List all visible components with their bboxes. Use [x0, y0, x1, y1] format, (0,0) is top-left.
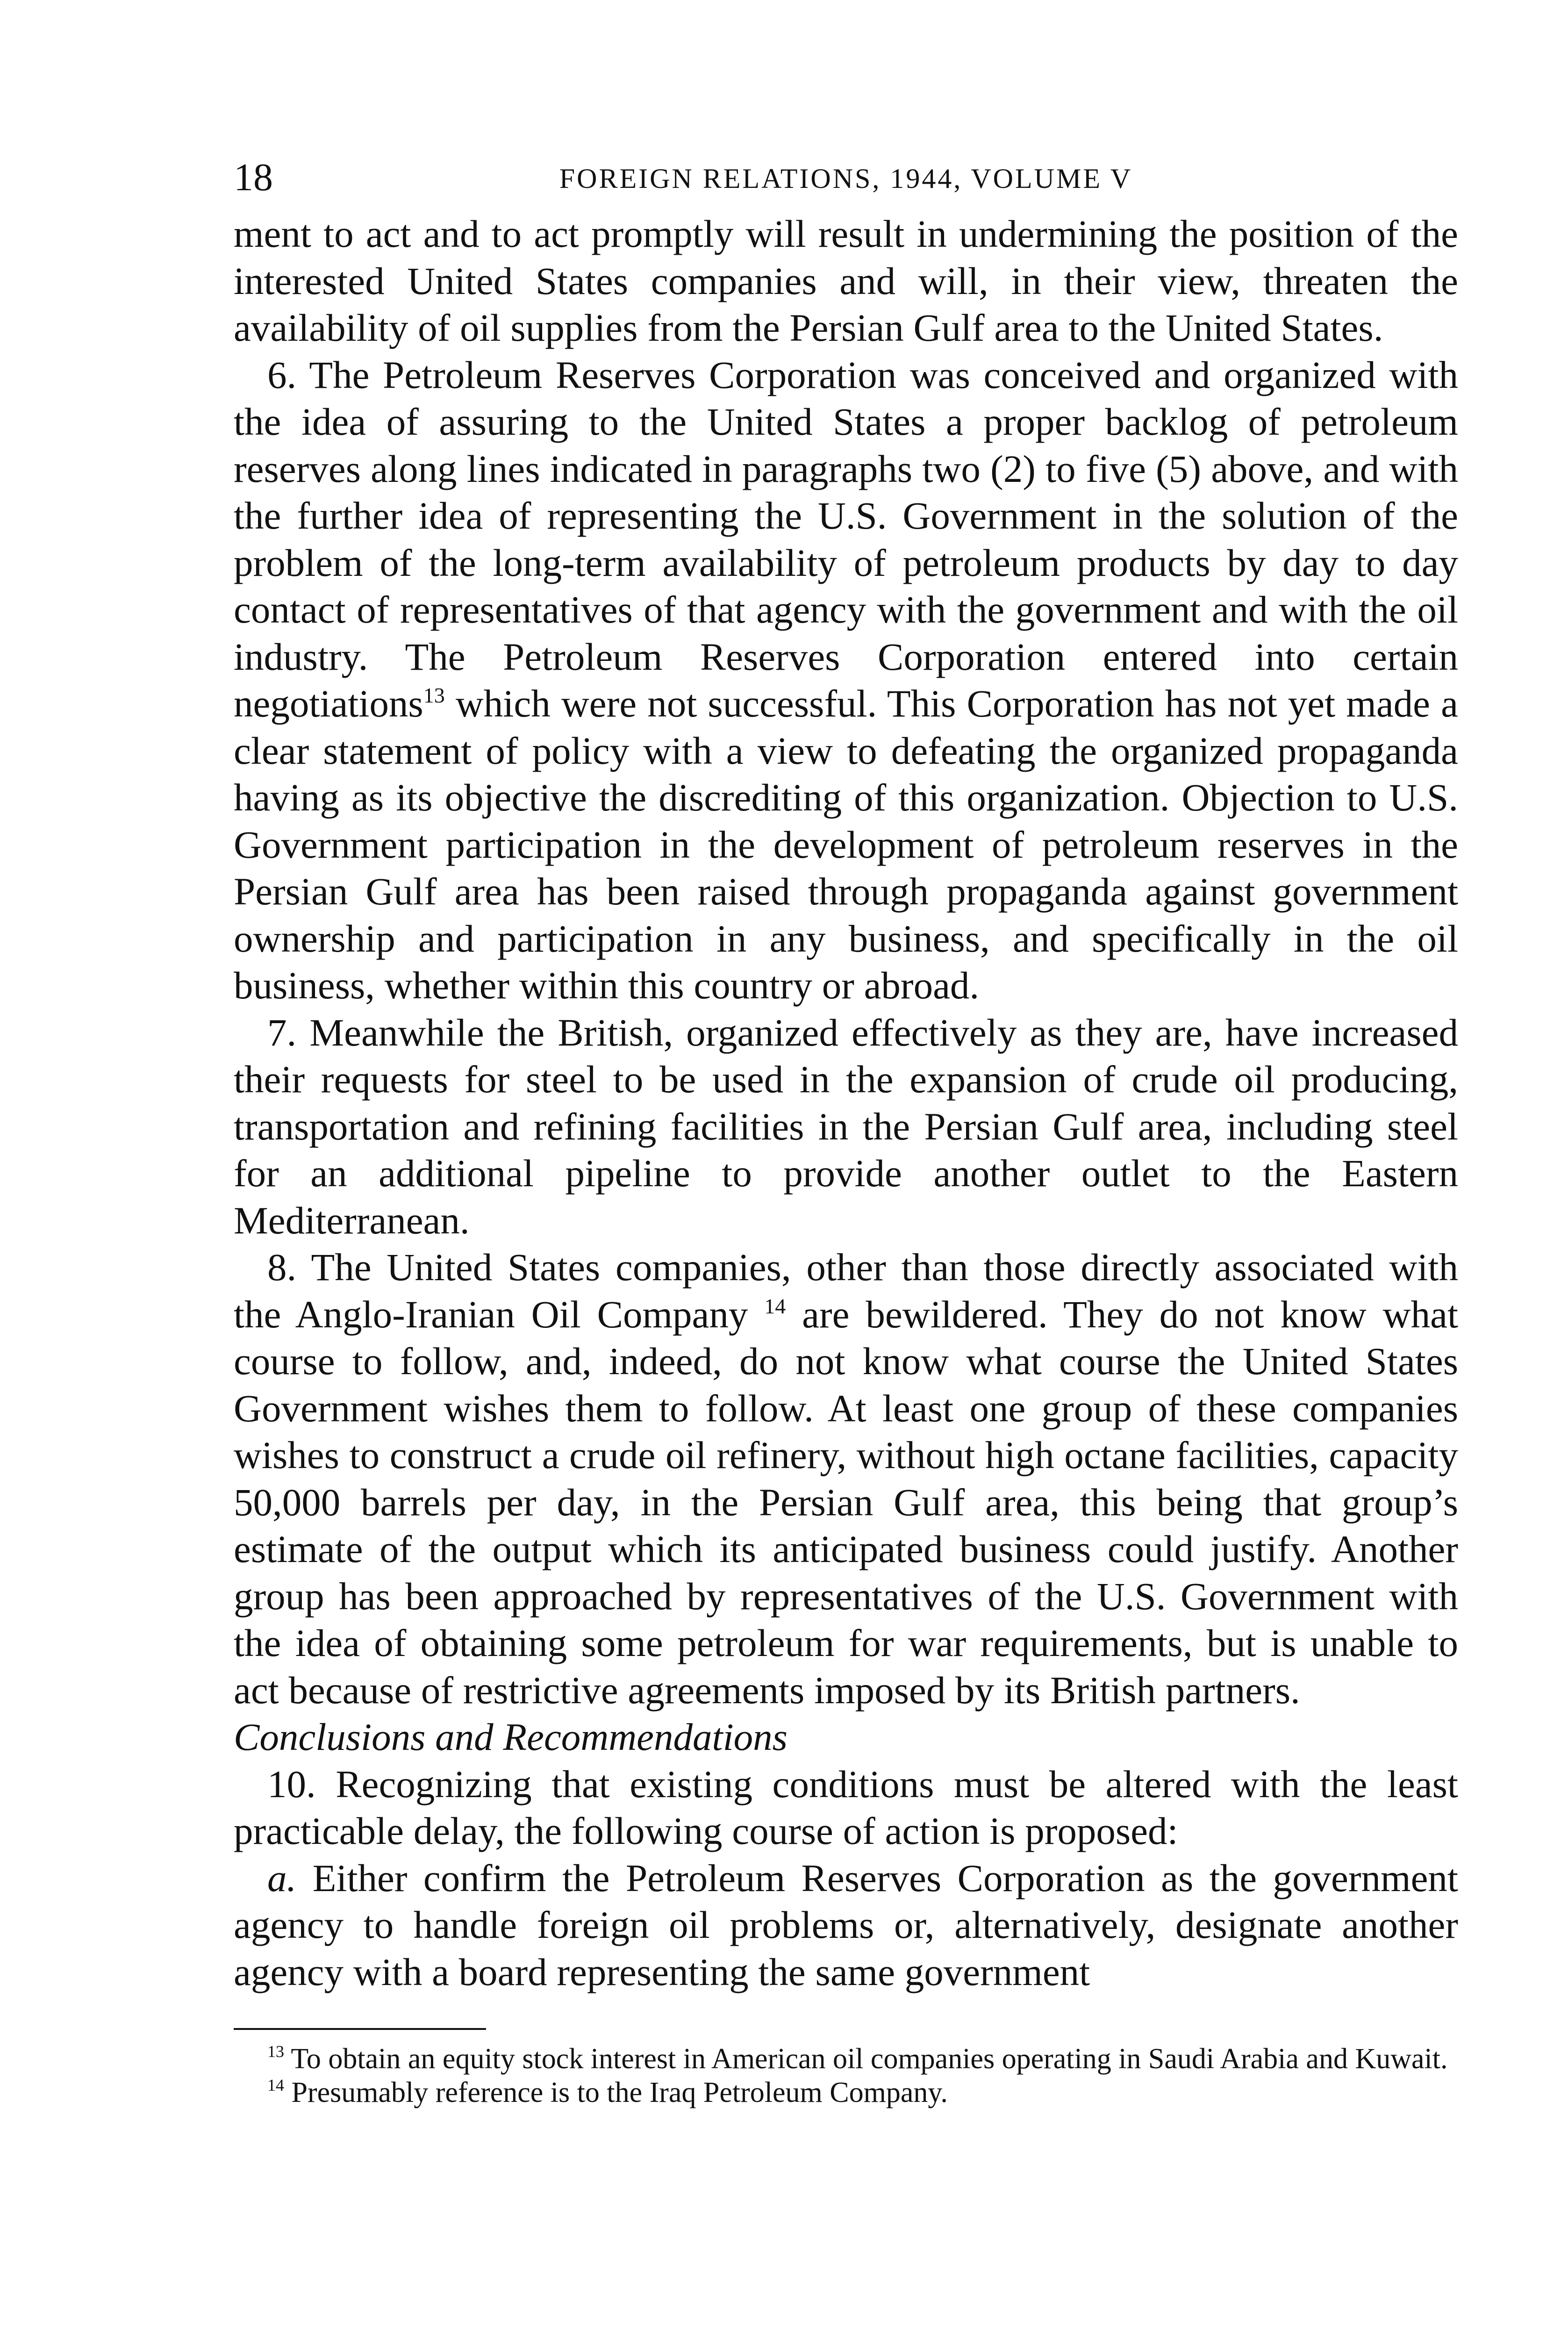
- paragraph-continued: ment to act and to act promptly will result in undermining the position of the interested United States companies and will, in their view, threaten the availability of oil supplies from the Persian Gulf area to the United States.: [234, 212, 1458, 349]
- paragraph-6: [234, 351, 1458, 1009]
- paragraph-6-text-b: which were not successful. This Corporation has not yet made a clear statement of policy with a view to defeating the organized propaganda having as its objective the discrediting of this organization. Objection to U.S. Government participation in the development of petroleum reserves in the Persian Gulf area has been raised through propaganda against government ownership and participation in any business, and specifically in the oil business, whether within this country or abroad.: [234, 682, 1458, 1007]
- body-text: [234, 210, 1458, 1995]
- document-page: [234, 154, 1458, 2109]
- footnote-text: To obtain an equity stock interest in American oil companies operating in Saudi Arabia and Kuwait.: [291, 2043, 1448, 2075]
- footnote-divider: [234, 2028, 486, 2030]
- footnote-ref-14: 14: [764, 1294, 786, 1318]
- paragraph-a-text: Either confirm the Petroleum Reserves Corporation as the government agency to handle foreign oil problems or, alternatively, designate another agency with a board representing the same government: [234, 1856, 1458, 1993]
- footnote-number: 14: [267, 2076, 284, 2094]
- page-header: [234, 154, 1458, 210]
- paragraph-8-text-a: 8. The United States companies, other than those directly associated with the Anglo-Iranian Oil Company: [234, 1246, 1458, 1336]
- footnote-number: 13: [267, 2042, 284, 2061]
- paragraph-7: 7. Meanwhile the British, organized effectively as they are, have increased their requests for steel to be used in the expansion of crude oil producing, transportation and refining facilities in the Persian Gulf area, including steel for an additional pipeline to provide another outlet to the Eastern Mediterranean.: [234, 1011, 1458, 1242]
- running-head: FOREIGN RELATIONS, 1944, VOLUME V: [559, 163, 1133, 194]
- paragraph-6-text-a: 6. The Petroleum Reserves Corporation was conceived and organized with the idea of assuring to the United States a proper backlog of petroleum reserves along lines indicated in paragraphs two (2) to five (5) above, and with the further idea of representing the U.S. Government in the solution of the problem of the long-term availability of petroleum products by day to day contact of representatives of that agency with the government and with the oil industry. The Petroleum Reserves Corporation entered into certain negotiations: [234, 353, 1458, 725]
- footnote-14: [234, 2076, 1458, 2109]
- footnote-ref-13: 13: [423, 683, 445, 707]
- footnote-text: Presumably reference is to the Iraq Petroleum Company.: [291, 2077, 948, 2108]
- page-number: 18: [234, 156, 273, 199]
- paragraph-a: [234, 1855, 1458, 1996]
- paragraph-8-text-b: are bewildered. They do not know what course to follow, and, indeed, do not know what course the United States Government wishes them to follow. At least one group of these companies wishes to construct a crude oil refinery, without high octane facilities, capacity 50,000 barrels per day, in the Persian Gulf area, this being that group’s estimate of the output which its anticipated business could justify. Another group has been approached by representatives of the U.S. Government with the idea of obtaining some petroleum for war requirements, but is unable to act because of restrictive agreements imposed by its British partners.: [234, 1292, 1459, 1712]
- paragraph-10: 10. Recognizing that existing conditions must be altered with the least practicable delay, the following course of action is proposed:: [234, 1762, 1458, 1852]
- paragraph-8: [234, 1244, 1458, 1713]
- section-heading: Conclusions and Recommendations: [234, 1715, 788, 1758]
- footnote-13: [234, 2042, 1458, 2076]
- paragraph-a-label: a.: [267, 1856, 297, 1900]
- footnotes: [234, 2042, 1458, 2109]
